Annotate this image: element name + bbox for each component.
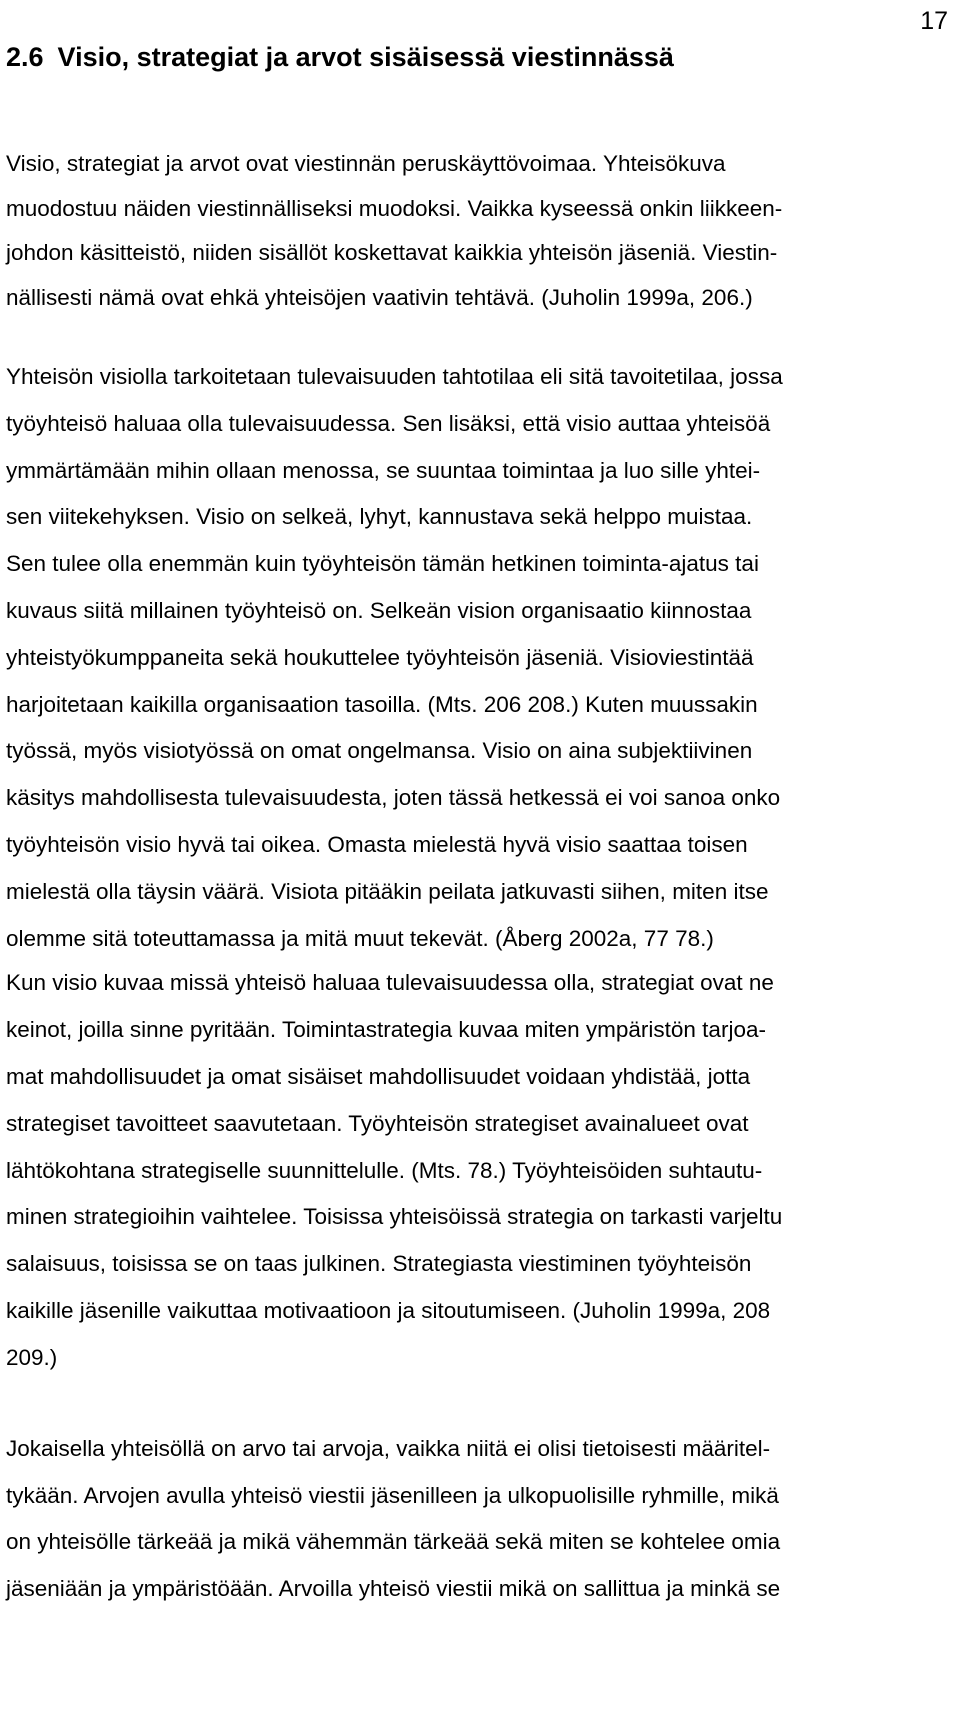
paragraph-vision	[6, 354, 936, 962]
page-number: 17	[920, 7, 948, 35]
text-line: on yhteisölle tärkeää ja mikä vähemmän tärkeää sekä miten se kohtelee omia	[6, 1529, 781, 1555]
text-line: minen strategioihin vaihtelee. Toisissa yhteisöissä strategia on tarkasti varjeltu	[6, 1204, 783, 1230]
text-line: olemme sitä toteuttamassa ja mitä muut tekevät. (Åberg 2002a, 77 78.)	[6, 925, 714, 951]
text-line: kuvaus siitä millainen työyhteisö on. Selkeän vision organisaatio kiinnostaa	[6, 597, 752, 623]
text-line: mat mahdollisuudet ja omat sisäiset mahdollisuudet voidaan yhdistää, jotta	[6, 1063, 751, 1089]
text-line: Kun visio kuvaa missä yhteisö haluaa tulevaisuudessa olla, strategiat ovat ne	[6, 970, 774, 995]
text-line: strategiset tavoitteet saavutetaan. Työyhteisön strategiset avainalueet ovat	[6, 1110, 749, 1136]
paragraph-strategies	[6, 960, 936, 1382]
section-heading	[6, 40, 674, 74]
text-line: keinot, joilla sinne pyritään. Toimintastrategia kuvaa miten ympäristön tarjoa-	[6, 1016, 766, 1042]
text-line: nällisesti nämä ovat ehkä yhteisöjen vaativin tehtävä. (Juholin 1999a, 206.)	[6, 284, 753, 310]
text-line: muodostuu näiden viestinnälliseksi muodoksi. Vaikka kyseessä onkin liikkeen-	[6, 195, 783, 221]
text-line: salaisuus, toisissa se on taas julkinen. Strategiasta viestiminen työyhteisön	[6, 1251, 752, 1277]
text-line: yhteistyökumppaneita sekä houkuttelee työyhteisön jäseniä. Visioviestintää	[6, 644, 754, 670]
text-line: Yhteisön visiolla tarkoitetaan tulevaisuuden tahtotilaa eli sitä tavoitetilaa, jossa	[6, 364, 783, 389]
text-line: jäseniään ja ympäristöään. Arvoilla yhteisö viestii mikä on sallittua ja minkä se	[6, 1575, 781, 1601]
text-line: työyhteisö haluaa olla tulevaisuudessa. Sen lisäksi, että visio auttaa yhteisöä	[6, 410, 771, 436]
text-line: työssä, myös visiotyössä on omat ongelmansa. Visio on aina subjektiivinen	[6, 738, 753, 764]
paragraph-intro	[6, 142, 936, 320]
text-line: johdon käsitteistö, niiden sisällöt koskettavat kaikkia yhteisön jäseniä. Viestin-	[6, 240, 778, 265]
text-line: 209.)	[6, 1345, 58, 1371]
text-line: Visio, strategiat ja arvot ovat viestinnän peruskäyttövoimaa. Yhteisökuva	[6, 151, 726, 176]
text-line: työyhteisön visio hyvä tai oikea. Omasta mielestä hyvä visio saattaa toisen	[6, 831, 748, 857]
section-number: 2.6	[6, 42, 44, 72]
section-title: Visio, strategiat ja arvot sisäisessä viestinnässä	[57, 42, 674, 72]
text-line: ymmärtämään mihin ollaan menossa, se suuntaa toimintaa ja luo sille yhtei-	[6, 457, 761, 483]
text-line: tykään. Arvojen avulla yhteisö viestii jäsenilleen ja ulkopuolisille ryhmille, mikä	[6, 1482, 779, 1508]
text-line: sen viitekehyksen. Visio on selkeä, lyhyt, kannustava sekä helppo muistaa.	[6, 504, 753, 530]
text-line: käsitys mahdollisesta tulevaisuudesta, joten tässä hetkessä ei voi sanoa onko	[6, 785, 781, 811]
text-line: Jokaisella yhteisöllä on arvo tai arvoja, vaikka niitä ei olisi tietoisesti määritel-	[6, 1436, 771, 1461]
text-line: harjoitetaan kaikilla organisaation tasoilla. (Mts. 206 208.) Kuten muussakin	[6, 691, 758, 717]
text-line: Sen tulee olla enemmän kuin työyhteisön tämän hetkinen toiminta-ajatus tai	[6, 551, 759, 577]
text-line: kaikille jäsenille vaikuttaa motivaatioon ja sitoutumiseen. (Juholin 1999a, 208	[6, 1298, 771, 1324]
text-line: mielestä olla täysin väärä. Visiota pitääkin peilata jatkuvasti siihen, miten itse	[6, 878, 769, 904]
text-line: lähtökohtana strategiselle suunnittelulle. (Mts. 78.) Työyhteisöiden suhtautu-	[6, 1157, 763, 1183]
paragraph-values	[6, 1426, 936, 1612]
